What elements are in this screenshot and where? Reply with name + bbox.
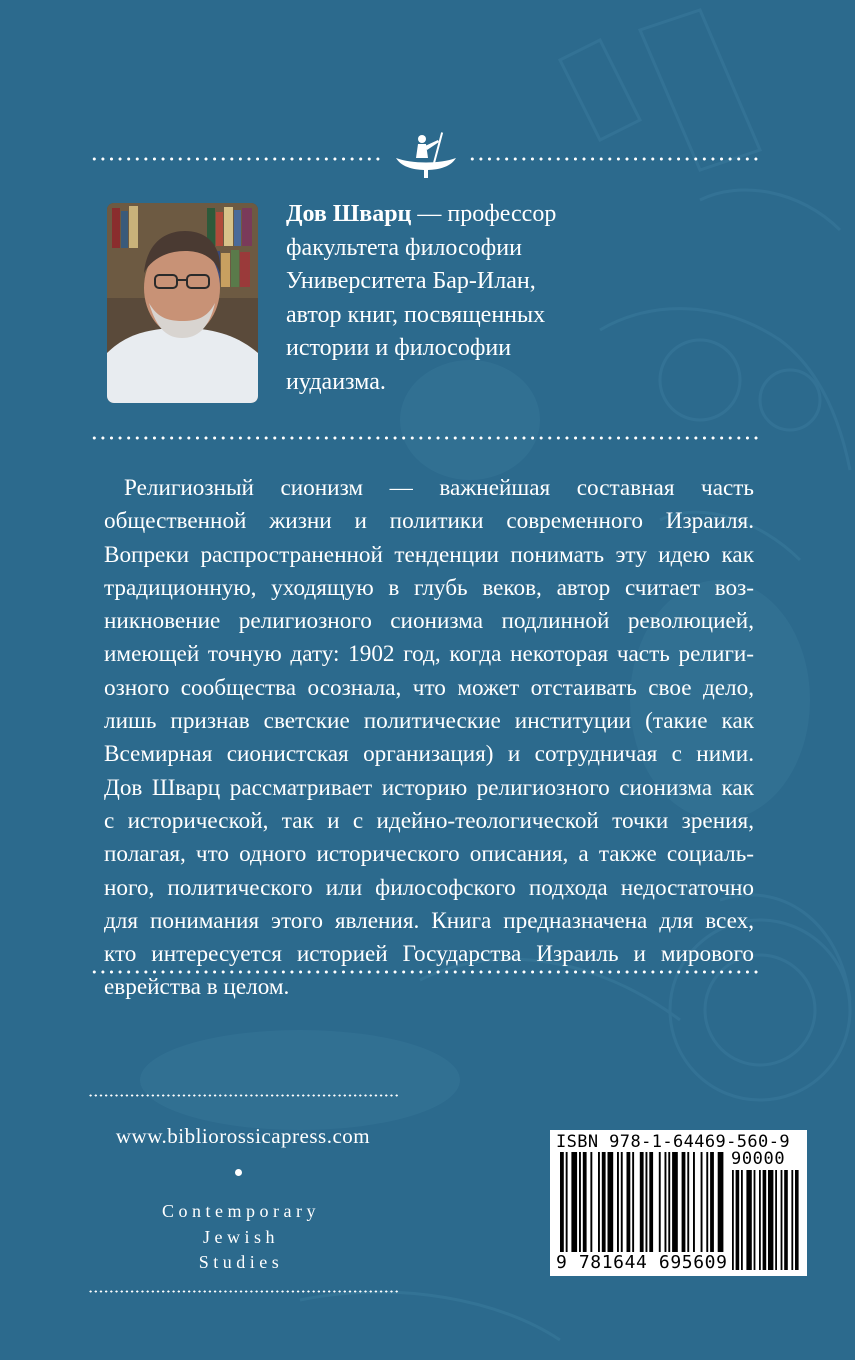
isbn-barcode [550, 1130, 807, 1276]
publisher-website: www.bibliorossicapress.com [115, 1124, 371, 1148]
book-description [104, 472, 754, 1005]
top-divider-right [468, 157, 760, 161]
description-line: еврейства в целом. [104, 974, 290, 1001]
description-line: лишь признав светские политические институции (такие как [104, 708, 754, 735]
series-word: Contemporary [162, 1201, 320, 1221]
description-line: Религиозный сионизм — важнейшая составная часть [124, 475, 754, 501]
description-line: традиционную, уходящую в глубь веков, автор считает воз- [104, 574, 754, 601]
series-title [93, 1199, 389, 1276]
bio-line: истории и философии [286, 335, 512, 361]
description-line: Дов Шварц рассматривает историю религиозного сионизма как [104, 774, 754, 801]
description-line: полагая, что одного исторического описания, а также социаль- [104, 841, 754, 868]
publisher-divider-bottom [88, 1290, 400, 1293]
ean-digits: 9 781644 695609 [556, 1252, 728, 1273]
publisher-divider-top [88, 1094, 400, 1097]
description-line: озного сообщества осознала, что может отстаивать свое дело, [104, 674, 754, 701]
description-line: с исторической, так и с идейно-теологической точки зрения, [104, 807, 754, 834]
middle-divider [90, 436, 760, 440]
isbn-label: ISBN 978-1-64469-560-9 [556, 1132, 790, 1152]
author-name: Дов Шварц [286, 201, 412, 227]
description-line: ного, политического или философского подхода недостаточно [104, 874, 754, 901]
separator-bullet [235, 1169, 242, 1176]
description-line: для понимания этого явления. Книга предназначена для всех, [104, 907, 754, 934]
bottom-divider [90, 970, 760, 974]
series-word: Jewish [203, 1226, 279, 1247]
author-bio [286, 198, 586, 399]
bio-line: Университета Бар-Илан, [286, 268, 536, 294]
top-divider-left [90, 157, 380, 161]
bio-line: автор книг, посвященных [286, 301, 546, 328]
isbn-addon: 90000 [731, 1149, 786, 1169]
bio-line: — профессор [417, 201, 557, 227]
description-line: Всемирная сионистская организация) и сотрудничая с ними. [104, 741, 754, 768]
bio-line: иудаизма. [286, 368, 386, 395]
description-line: общественной жизни и политики современного Израиля. [104, 508, 754, 535]
author-photo [107, 203, 258, 403]
boat-rower-icon [392, 128, 460, 180]
description-line: кто интересуется историей Государства Израиль и мирового [104, 941, 754, 968]
description-line: имеющей точную дату: 1902 год, когда некоторая часть религи- [104, 641, 754, 668]
description-line: никновение религиозного сионизма подлинной революцией, [104, 608, 754, 635]
series-word: Studies [198, 1252, 284, 1272]
description-line: Вопреки распространенной тенденции понимать эту идею как [104, 541, 754, 568]
bio-line: факультета философии [286, 234, 522, 261]
